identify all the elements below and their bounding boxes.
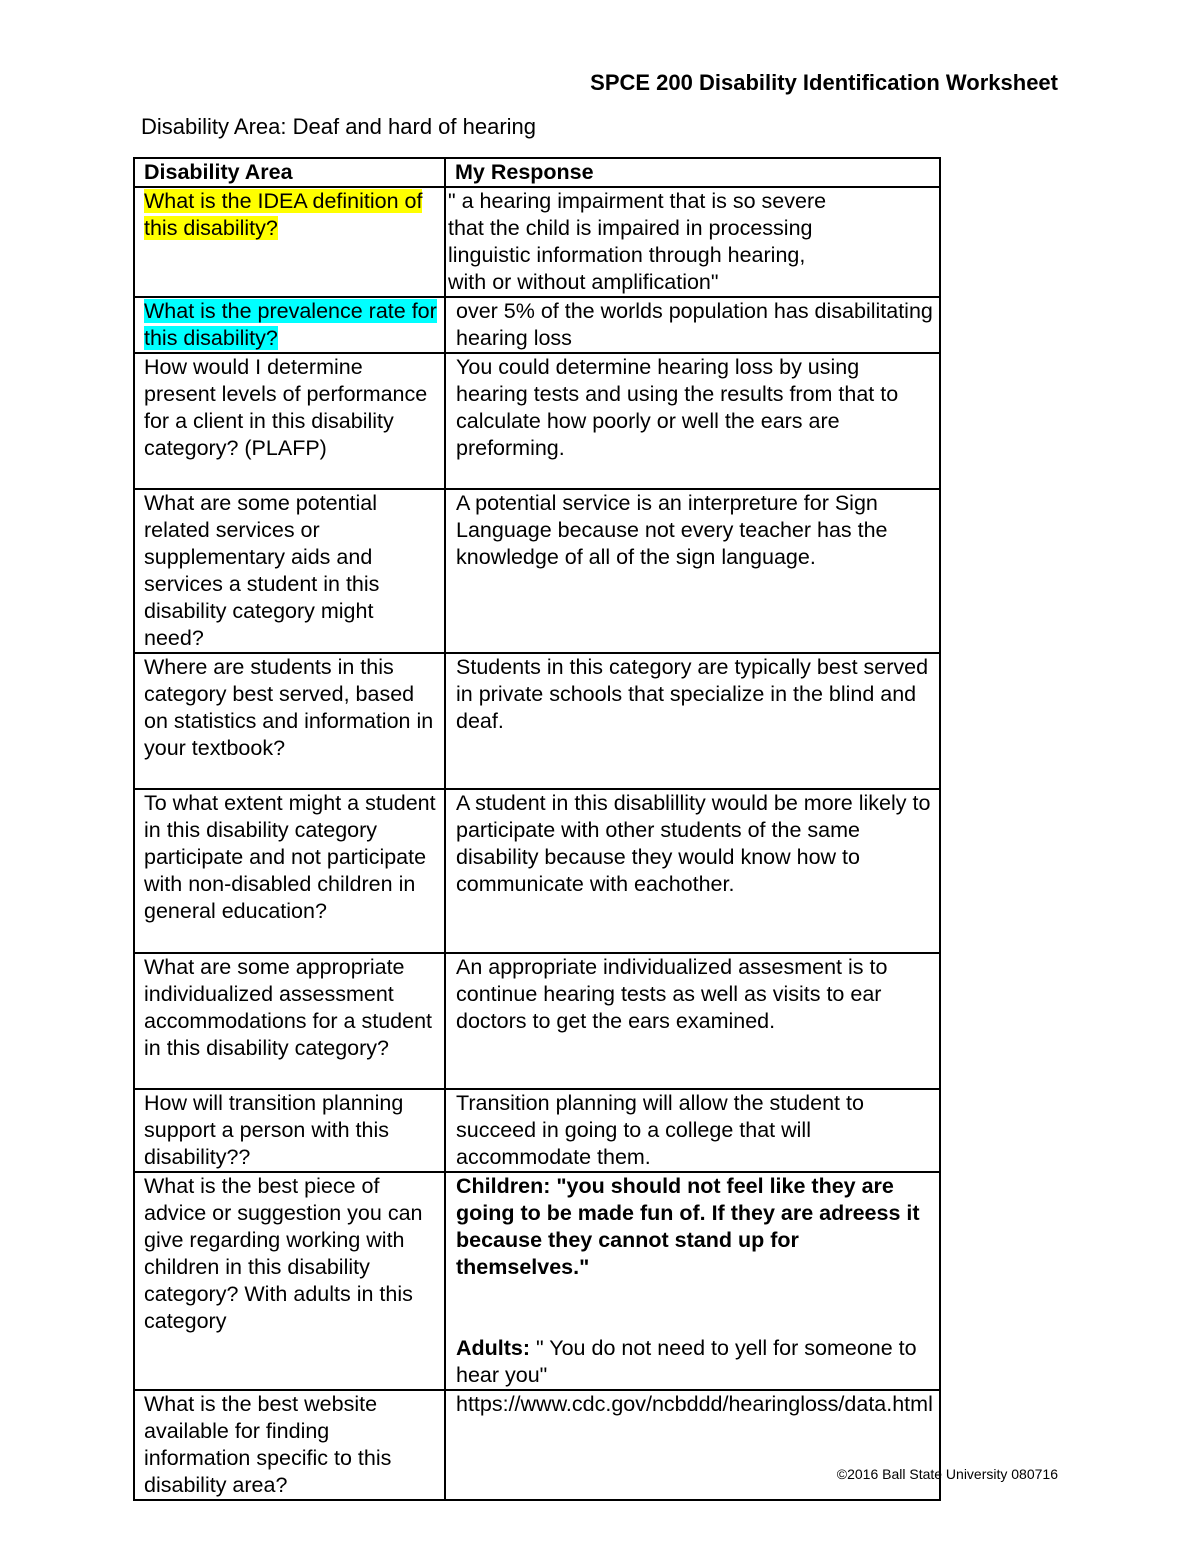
adults-text: " You do not need to yell for someone to hear you": [456, 1336, 917, 1387]
table-row: [134, 489, 940, 653]
website-link[interactable]: https://www.cdc.gov/ncbddd/hearingloss/data.html: [445, 1390, 940, 1500]
table-row: [134, 1390, 940, 1500]
answer-cell: A potential service is an interpreture for Sign Language because not every teacher has the knowledge of all of the sign language.: [445, 489, 940, 653]
question-cell: [134, 297, 445, 353]
question-text: What is the prevalence rate for this disability?: [144, 299, 437, 350]
question-cell: What are some appropriate individualized assessment accommodations for a student in this disability category?: [134, 953, 445, 1089]
table-row: [134, 789, 940, 953]
adults-advice: [456, 1335, 933, 1389]
question-cell: What is the best website available for finding information specific to this disability area?: [134, 1390, 445, 1500]
answer-cell: Students in this category are typically best served in private schools that specialize in the blind and deaf.: [445, 653, 940, 789]
spacer: [456, 1281, 933, 1335]
question-cell: How will transition planning support a person with this disability??: [134, 1089, 445, 1172]
worksheet-title: SPCE 200 Disability Identification Worksheet: [590, 70, 1058, 95]
question-cell: [134, 187, 445, 297]
children-advice: Children: "you should not feel like they are going to be made fun of. If they are adreess it because they cannot stand up for themselves.": [456, 1174, 920, 1279]
table-header-row: [134, 158, 940, 187]
table-row: [134, 353, 940, 489]
answer-cell: You could determine hearing loss by using hearing tests and using the results from that to calculate how poorly or well the ears are preforming.: [445, 353, 940, 489]
answer-cell: A student in this disablillity would be more likely to participate with other students of the same disability because they would know how to communicate with eachother.: [445, 789, 940, 953]
question-cell: How would I determine present levels of performance for a client in this disability category? (PLAFP): [134, 353, 445, 489]
question-text: What is the IDEA definition of this disability?: [144, 189, 423, 240]
table-row: [134, 953, 940, 1089]
table-row: [134, 1089, 940, 1172]
answer-cell: " a hearing impairment that is so severe that the child is impaired in processing linguistic information through hearing, with or without amplification": [445, 187, 940, 297]
question-cell: Where are students in this category best served, based on statistics and information in your textbook?: [134, 653, 445, 789]
answer-cell: Transition planning will allow the student to succeed in going to a college that will accommodate them.: [445, 1089, 940, 1172]
disability-area-line: Disability Area: Deaf and hard of hearing: [141, 114, 537, 139]
column-header-my-response: My Response: [445, 158, 940, 187]
table-row: [134, 653, 940, 789]
question-cell: What is the best piece of advice or suggestion you can give regarding working with children in this disability category? With adults in this category: [134, 1172, 445, 1390]
answer-cell: over 5% of the worlds population has disabilitating hearing loss: [445, 297, 940, 353]
adults-label: Adults:: [456, 1336, 531, 1360]
worksheet-table: [133, 157, 941, 1501]
copyright-footer: ©2016 Ball State University 080716: [836, 1466, 1058, 1482]
table-row: [134, 1172, 940, 1390]
answer-cell: An appropriate individualized assesment is to continue hearing tests as well as visits to ear doctors to get the ears examined.: [445, 953, 940, 1089]
question-cell: To what extent might a student in this disability category participate and not participate with non-disabled children in general education?: [134, 789, 445, 953]
column-header-disability-area: Disability Area: [134, 158, 445, 187]
table-row: [134, 297, 940, 353]
table-row: [134, 187, 940, 297]
question-cell: What are some potential related services or supplementary aids and services a student in this disability category might need?: [134, 489, 445, 653]
answer-cell: [445, 1172, 940, 1390]
